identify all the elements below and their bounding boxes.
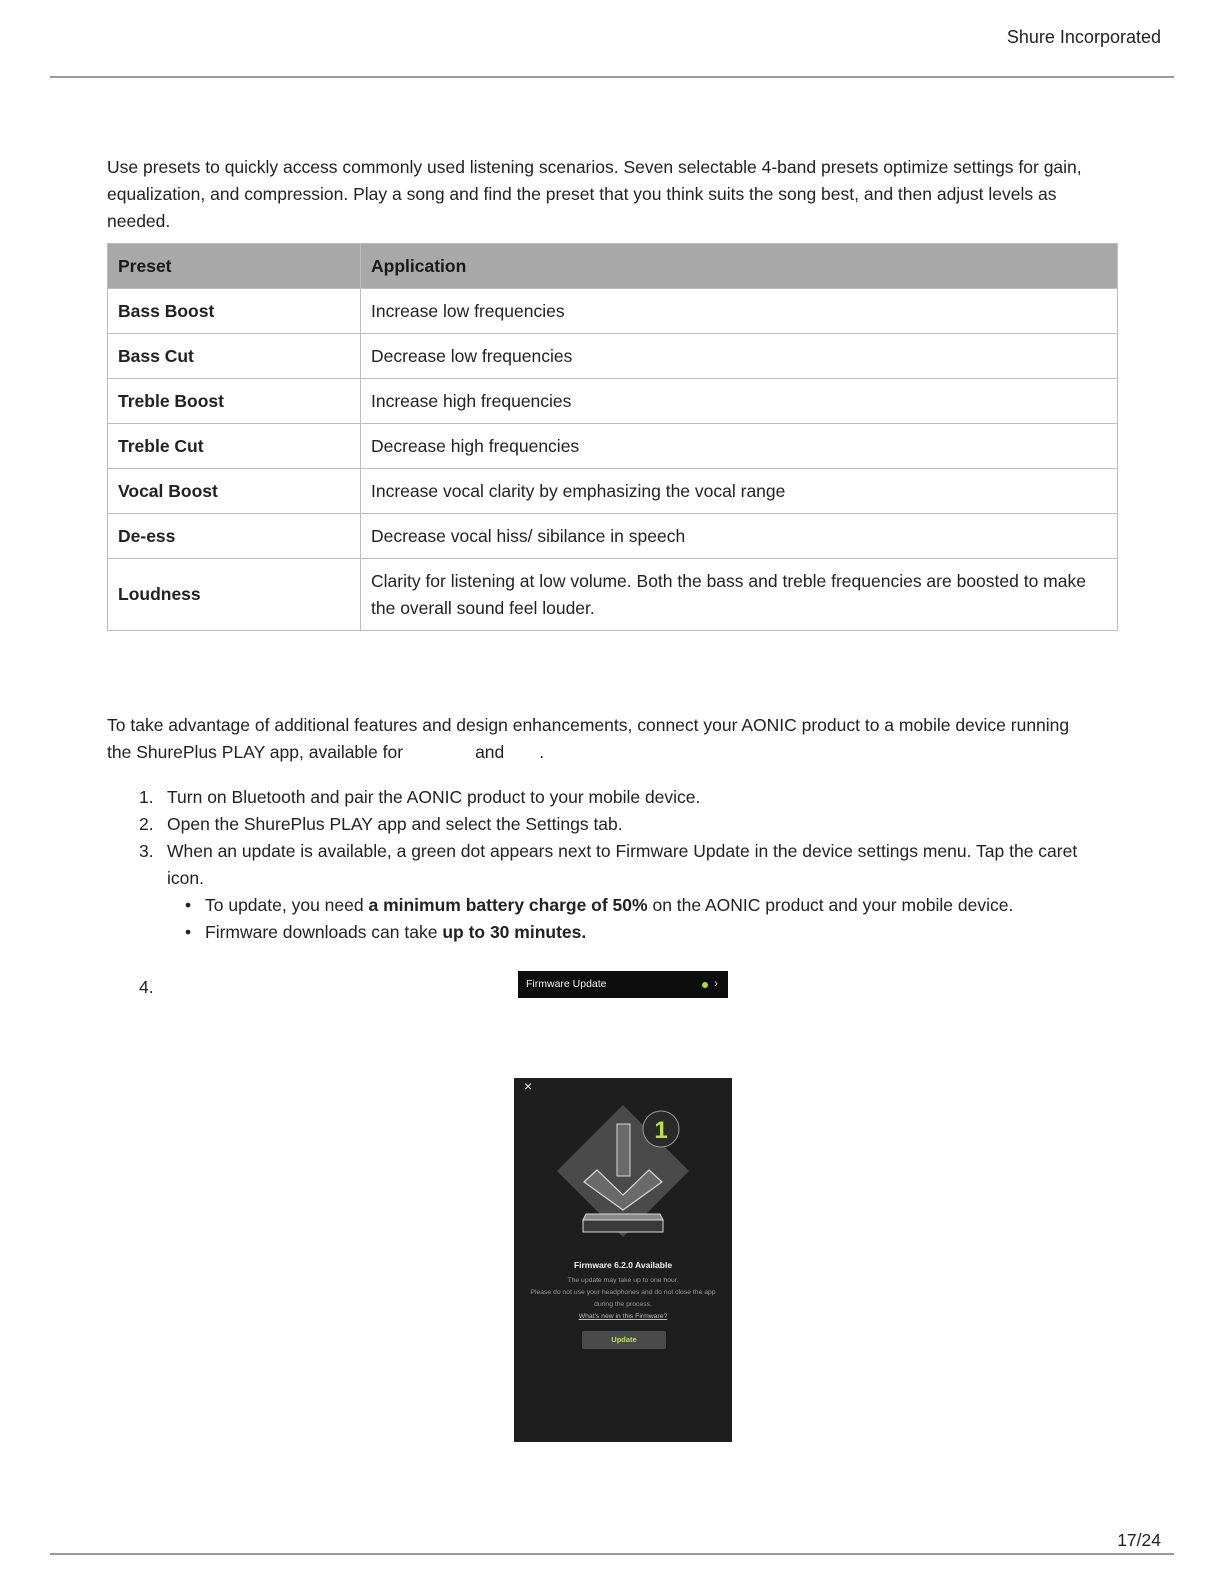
table-row <box>108 424 1118 469</box>
header-company: Shure Incorporated <box>1006 27 1161 47</box>
connect-line1: To take advantage of additional features and design enhancements, connect your AONIC product to a mobile device running <box>107 715 1070 735</box>
bullet-text-pre: Firmware downloads can take <box>205 922 443 942</box>
badge-number: 1 <box>654 1117 668 1144</box>
connect-line2-start: the ShurePlus PLAY app, available for <box>107 742 404 762</box>
caret-right-icon[interactable]: › <box>714 976 718 990</box>
firmware-message-line: Please do not use your headphones and do not close the app <box>530 1289 716 1296</box>
step-number-4: 4. <box>139 977 154 997</box>
table-row <box>108 514 1118 559</box>
firmware-update-label: Firmware Update <box>526 978 607 990</box>
whats-new-link[interactable]: What's new in this Firmware? <box>578 1313 668 1320</box>
table-row <box>108 289 1118 334</box>
step-number: 1. <box>139 787 154 807</box>
connect-paragraph <box>107 712 1117 766</box>
step-sub-bullets <box>167 892 1117 946</box>
preset-name: Treble Boost <box>108 379 361 424</box>
firmware-update-screen <box>514 1078 732 1442</box>
list-item <box>107 838 1117 946</box>
preset-application: Decrease high frequencies <box>361 424 1118 469</box>
update-steps <box>107 784 1117 946</box>
tray-icon <box>583 1214 663 1232</box>
list-item <box>167 892 1117 919</box>
bullet-text-post: on the AONIC product and your mobile device. <box>647 895 1014 915</box>
firmware-title: Firmware 6.2.0 Available <box>573 1260 673 1270</box>
header-rule <box>50 76 1174 78</box>
table-row <box>108 379 1118 424</box>
step-number: 2. <box>139 814 154 834</box>
preset-application: Clarity for listening at low volume. Both the bass and treble frequencies are boosted to make the overall sound feel louder. <box>361 559 1118 631</box>
column-header-preset: Preset <box>108 244 361 289</box>
table-header-row <box>108 244 1118 289</box>
connect-period: . <box>539 742 545 762</box>
preset-name: Bass Cut <box>108 334 361 379</box>
list-item <box>107 811 1117 838</box>
table-row <box>108 469 1118 514</box>
preset-application: Increase high frequencies <box>361 379 1118 424</box>
bullet-icon: • <box>185 922 192 942</box>
preset-application: Increase vocal clarity by emphasizing the vocal range <box>361 469 1118 514</box>
page-number: 17/24 <box>1117 1530 1161 1550</box>
presets-table <box>107 243 1118 631</box>
step-text: Open the ShurePlus PLAY app and select the Settings tab. <box>167 814 623 834</box>
table-row <box>108 334 1118 379</box>
preset-application: Decrease vocal hiss/ sibilance in speech <box>361 514 1118 559</box>
connect-and: and <box>475 742 505 762</box>
step-text: When an update is available, a green dot appears next to Firmware Update in the device settings menu. Tap the caret icon. <box>167 841 1078 888</box>
preset-name: De-ess <box>108 514 361 559</box>
bullet-icon: • <box>185 895 192 915</box>
presets-intro: Use presets to quickly access commonly used listening scenarios. Seven selectable 4-band presets optimize settings for gain, equalization, and compression. Play a song and find the preset that you think suits the song best, and then adjust levels as needed. <box>107 157 1082 231</box>
close-icon[interactable]: × <box>524 1078 533 1094</box>
footer-rule <box>50 1553 1174 1555</box>
firmware-message-line: The update may take up to one hour. <box>567 1277 679 1284</box>
preset-name: Treble Cut <box>108 424 361 469</box>
preset-application: Increase low frequencies <box>361 289 1118 334</box>
preset-name: Loudness <box>108 559 361 631</box>
green-dot-icon <box>702 982 708 988</box>
preset-application: Decrease low frequencies <box>361 334 1118 379</box>
firmware-update-row[interactable] <box>518 971 728 998</box>
firmware-message-line: during the process. <box>594 1301 652 1308</box>
bullet-text-bold: a minimum battery charge of 50% <box>368 895 648 915</box>
preset-name: Vocal Boost <box>108 469 361 514</box>
bullet-text-bold: up to 30 minutes. <box>442 922 587 942</box>
list-item <box>167 919 1117 946</box>
column-header-application: Application <box>361 244 1118 289</box>
bullet-text-pre: To update, you need <box>205 895 369 915</box>
list-item <box>107 784 1117 811</box>
preset-name: Bass Boost <box>108 289 361 334</box>
step-text: Turn on Bluetooth and pair the AONIC product to your mobile device. <box>167 787 701 807</box>
update-button[interactable]: Update <box>582 1331 666 1349</box>
table-row <box>108 559 1118 631</box>
step-number: 3. <box>139 841 154 861</box>
